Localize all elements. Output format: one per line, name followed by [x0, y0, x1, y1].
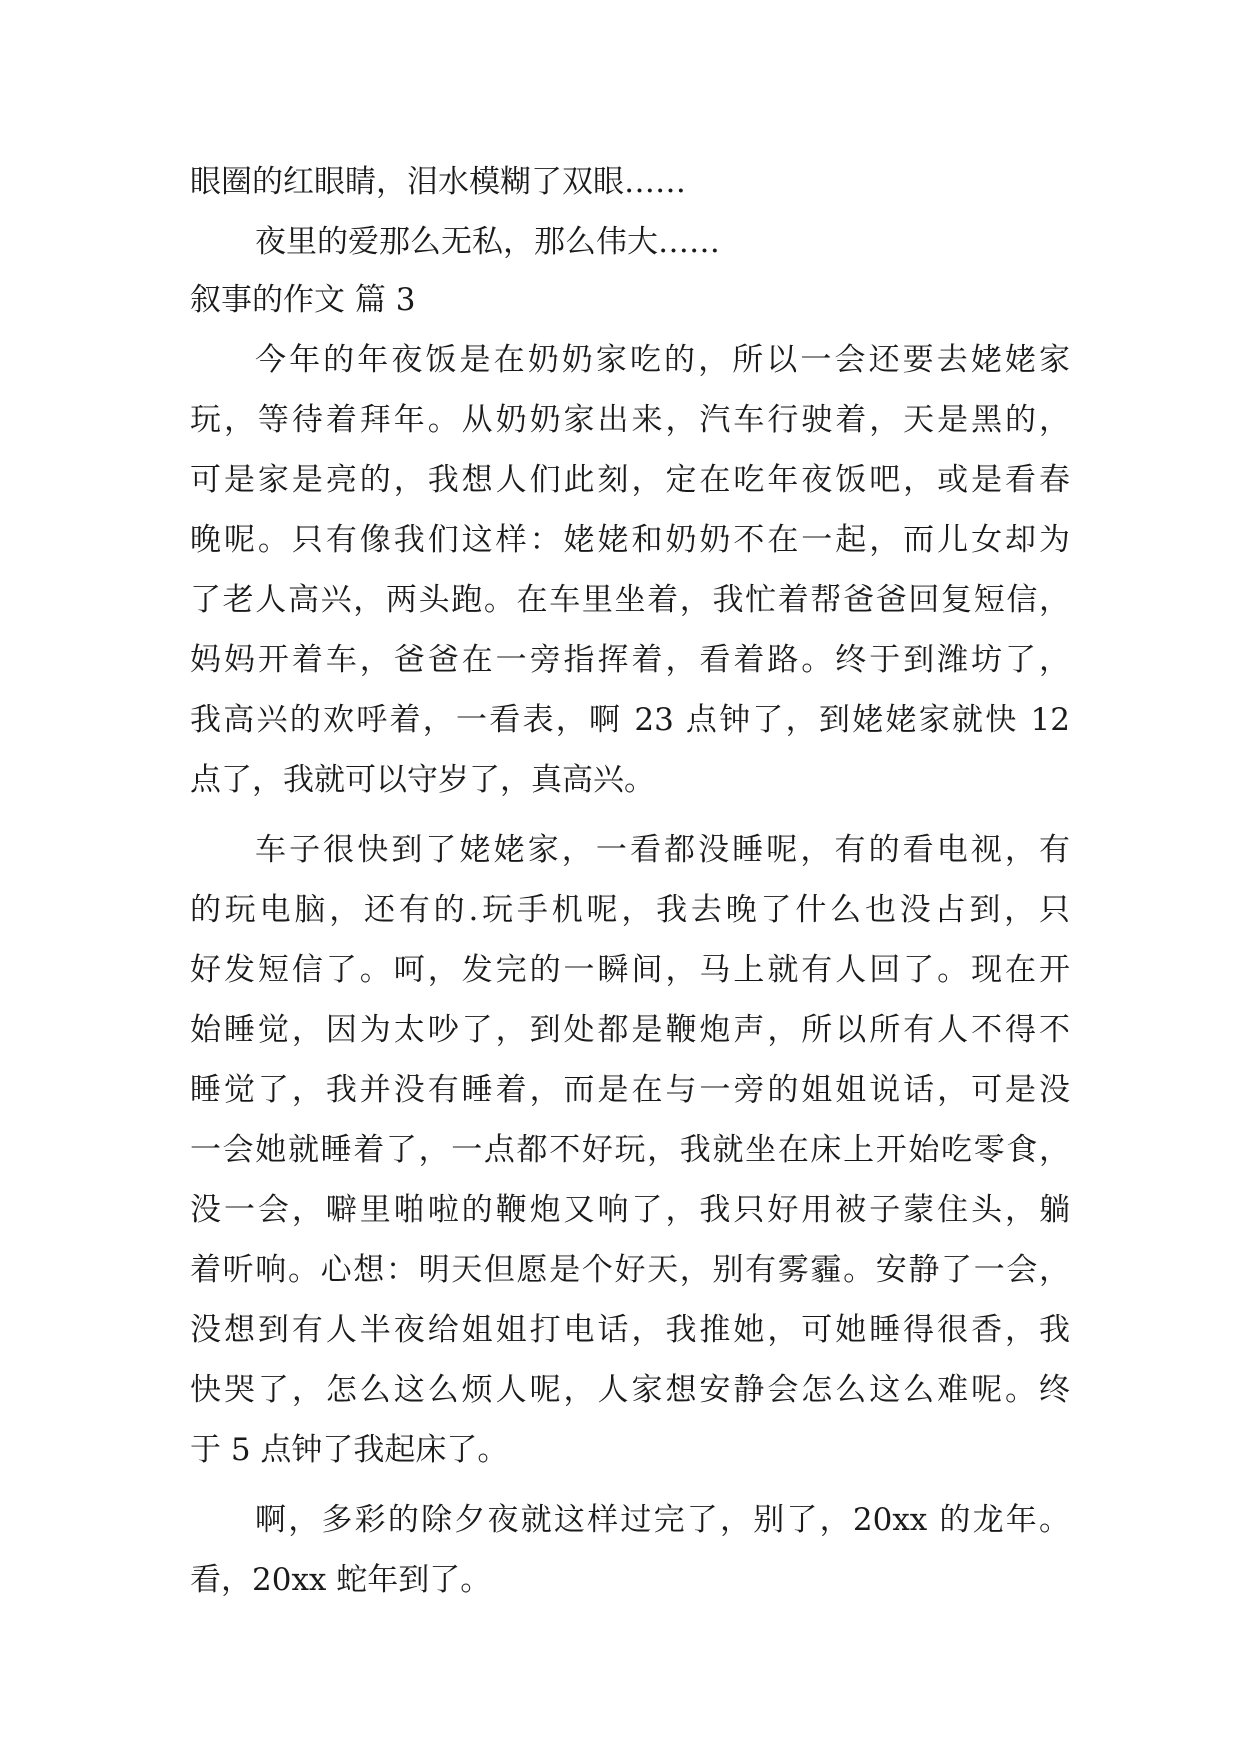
paragraph-2-line-7: 没一会，噼里啪啦的鞭炮又响了，我只好用被子蒙住头，躺 — [190, 1192, 1070, 1228]
paragraph-2-line-3: 好发短信了。呵，发完的一瞬间，马上就有人回了。现在开 — [190, 952, 1070, 988]
paragraph-2-line-5: 睡觉了，我并没有睡着，而是在与一旁的姐姐说话，可是没 — [190, 1072, 1070, 1108]
paragraph-2-line-10: 快哭了，怎么这么烦人呢，人家想安静会怎么这么难呢。终 — [190, 1372, 1070, 1408]
paragraph-1-line-8: 点了，我就可以守岁了，真高兴。 — [190, 762, 655, 798]
paragraph-1-line-3: 可是家是亮的，我想人们此刻，定在吃年夜饭吧，或是看春 — [190, 462, 1070, 498]
paragraph-2-line-6: 一会她就睡着了，一点都不好玩，我就坐在床上开始吃零食， — [190, 1132, 1070, 1168]
paragraph-1-line-6: 妈妈开着车，爸爸在一旁指挥着，看着路。终于到潍坊了， — [190, 642, 1070, 678]
paragraph-1-line-7: 我高兴的欢呼着，一看表，啊 23 点钟了，到姥姥家就快 12 — [190, 702, 1070, 738]
text-line-2: 夜里的爱那么无私，那么伟大…… — [255, 224, 720, 260]
paragraph-2-line-9: 没想到有人半夜给姐姐打电话，我推她，可她睡得很香，我 — [190, 1312, 1070, 1348]
paragraph-1-line-4: 晚呢。只有像我们这样：姥姥和奶奶不在一起，而儿女却为 — [190, 522, 1070, 558]
paragraph-1-line-2: 玩，等待着拜年。从奶奶家出来，汽车行驶着，天是黑的， — [190, 402, 1070, 438]
paragraph-1-line-1: 今年的年夜饭是在奶奶家吃的，所以一会还要去姥姥家 — [255, 342, 1070, 378]
paragraph-2-line-8: 着听响。心想：明天但愿是个好天，别有雾霾。安静了一会， — [190, 1252, 1070, 1288]
paragraph-3-line-2: 看，20xx 蛇年到了。 — [190, 1562, 492, 1598]
paragraph-1-line-5: 了老人高兴，两头跑。在车里坐着，我忙着帮爸爸回复短信， — [190, 582, 1070, 618]
text-line-1: 眼圈的红眼睛，泪水模糊了双眼…… — [190, 164, 686, 200]
paragraph-3-line-1: 啊，多彩的除夕夜就这样过完了，别了，20xx 的龙年。 — [255, 1502, 1070, 1538]
paragraph-2-line-11: 于 5 点钟了我起床了。 — [190, 1432, 509, 1468]
paragraph-2-line-1: 车子很快到了姥姥家，一看都没睡呢，有的看电视，有 — [255, 832, 1070, 868]
section-heading: 叙事的作文 篇 3 — [190, 282, 416, 318]
paragraph-2-line-2: 的玩电脑，还有的.玩手机呢，我去晚了什么也没占到，只 — [190, 892, 1070, 928]
paragraph-2-line-4: 始睡觉，因为太吵了，到处都是鞭炮声，所以所有人不得不 — [190, 1012, 1070, 1048]
